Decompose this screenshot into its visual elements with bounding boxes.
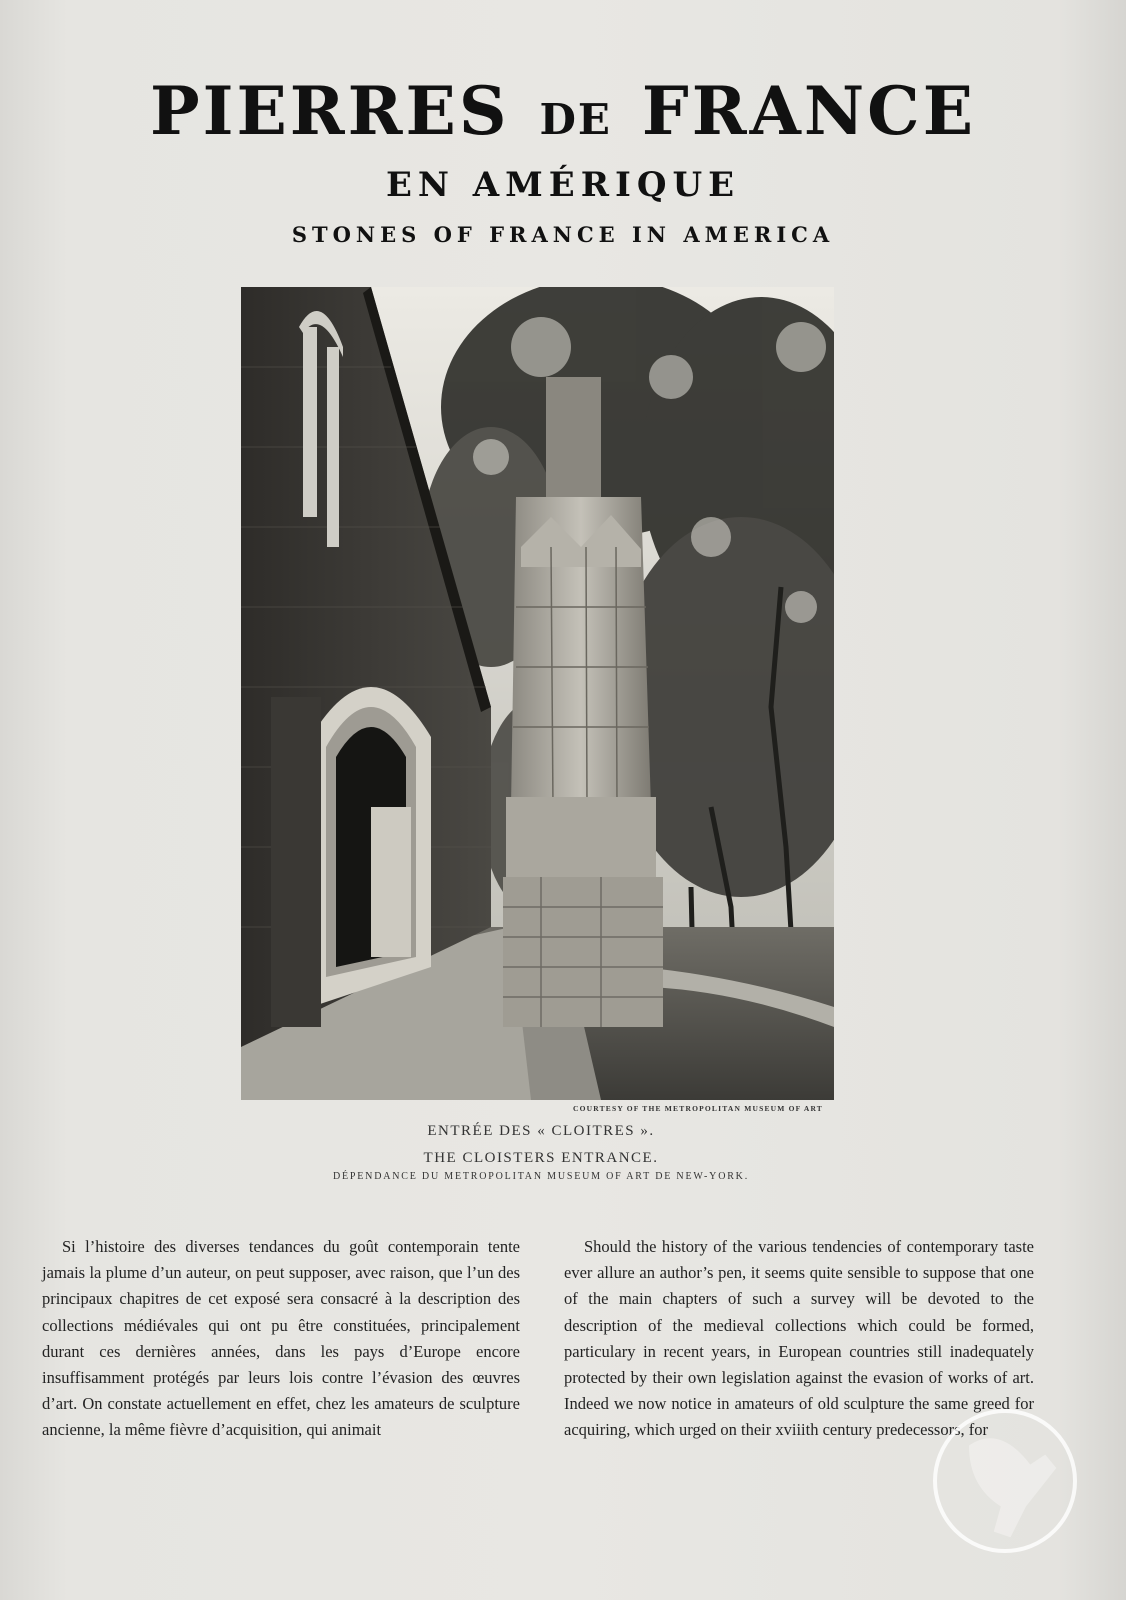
cloisters-photo (241, 287, 834, 1100)
article-paragraph-french: Si l’histoire des diverses tendances du goût contemporain tente jamais la plume d’un auteur, on peut supposer, avec raison, que l’un des principaux chapitres de cet exposé sera consacré à la description des collections médiévales qui ont pu être constituées, principalement durant ces dernières années, dans les pays d’Europe encore insuffisamment protégés par leurs lois contre l’évasion des œuvres d’art. On constate actuellement en effet, chez les amateurs de sculpture ancienne, la même fièvre d’acquisition, qui animait (42, 1237, 520, 1440)
caption-note: DÉPENDANCE DU METROPOLITAN MUSEUM OF ART DE NEW-YORK. (332, 1171, 750, 1182)
photo-credit: COURTESY OF THE METROPOLITAN MUSEUM OF ART (572, 1104, 823, 1113)
page-title (0, 72, 1126, 150)
library-stamp-icon (930, 1406, 1080, 1556)
page-subtitle: EN AMÉRIQUE (385, 165, 741, 205)
caption-french: ENTRÉE DES « CLOITRES ». (427, 1123, 655, 1139)
article-paragraph-english: Should the history of the various tendencies of contemporary taste ever allure an author’s pen, it seems quite sensible to suppose that one of the main chapters of such a survey will be devoted to the description of the medieval collections which could be formed, particulary in recent years, in European countries still inadequately protected by their own legislation against the evasion of works of art. Indeed we now notice in amateurs of old sculpture the same greed for acquiring, which urged on their xviiith century predecessors, for (564, 1237, 1034, 1440)
title-word-france: FRANCE (641, 72, 976, 150)
title-word-de: DE (539, 95, 612, 144)
english-title: STONES OF FRANCE IN AMERICA (291, 222, 835, 247)
article-column-french (42, 1234, 520, 1444)
caption-english: THE CLOISTERS ENTRANCE. (423, 1150, 659, 1166)
title-word-pierres: PIERRES (150, 72, 510, 150)
